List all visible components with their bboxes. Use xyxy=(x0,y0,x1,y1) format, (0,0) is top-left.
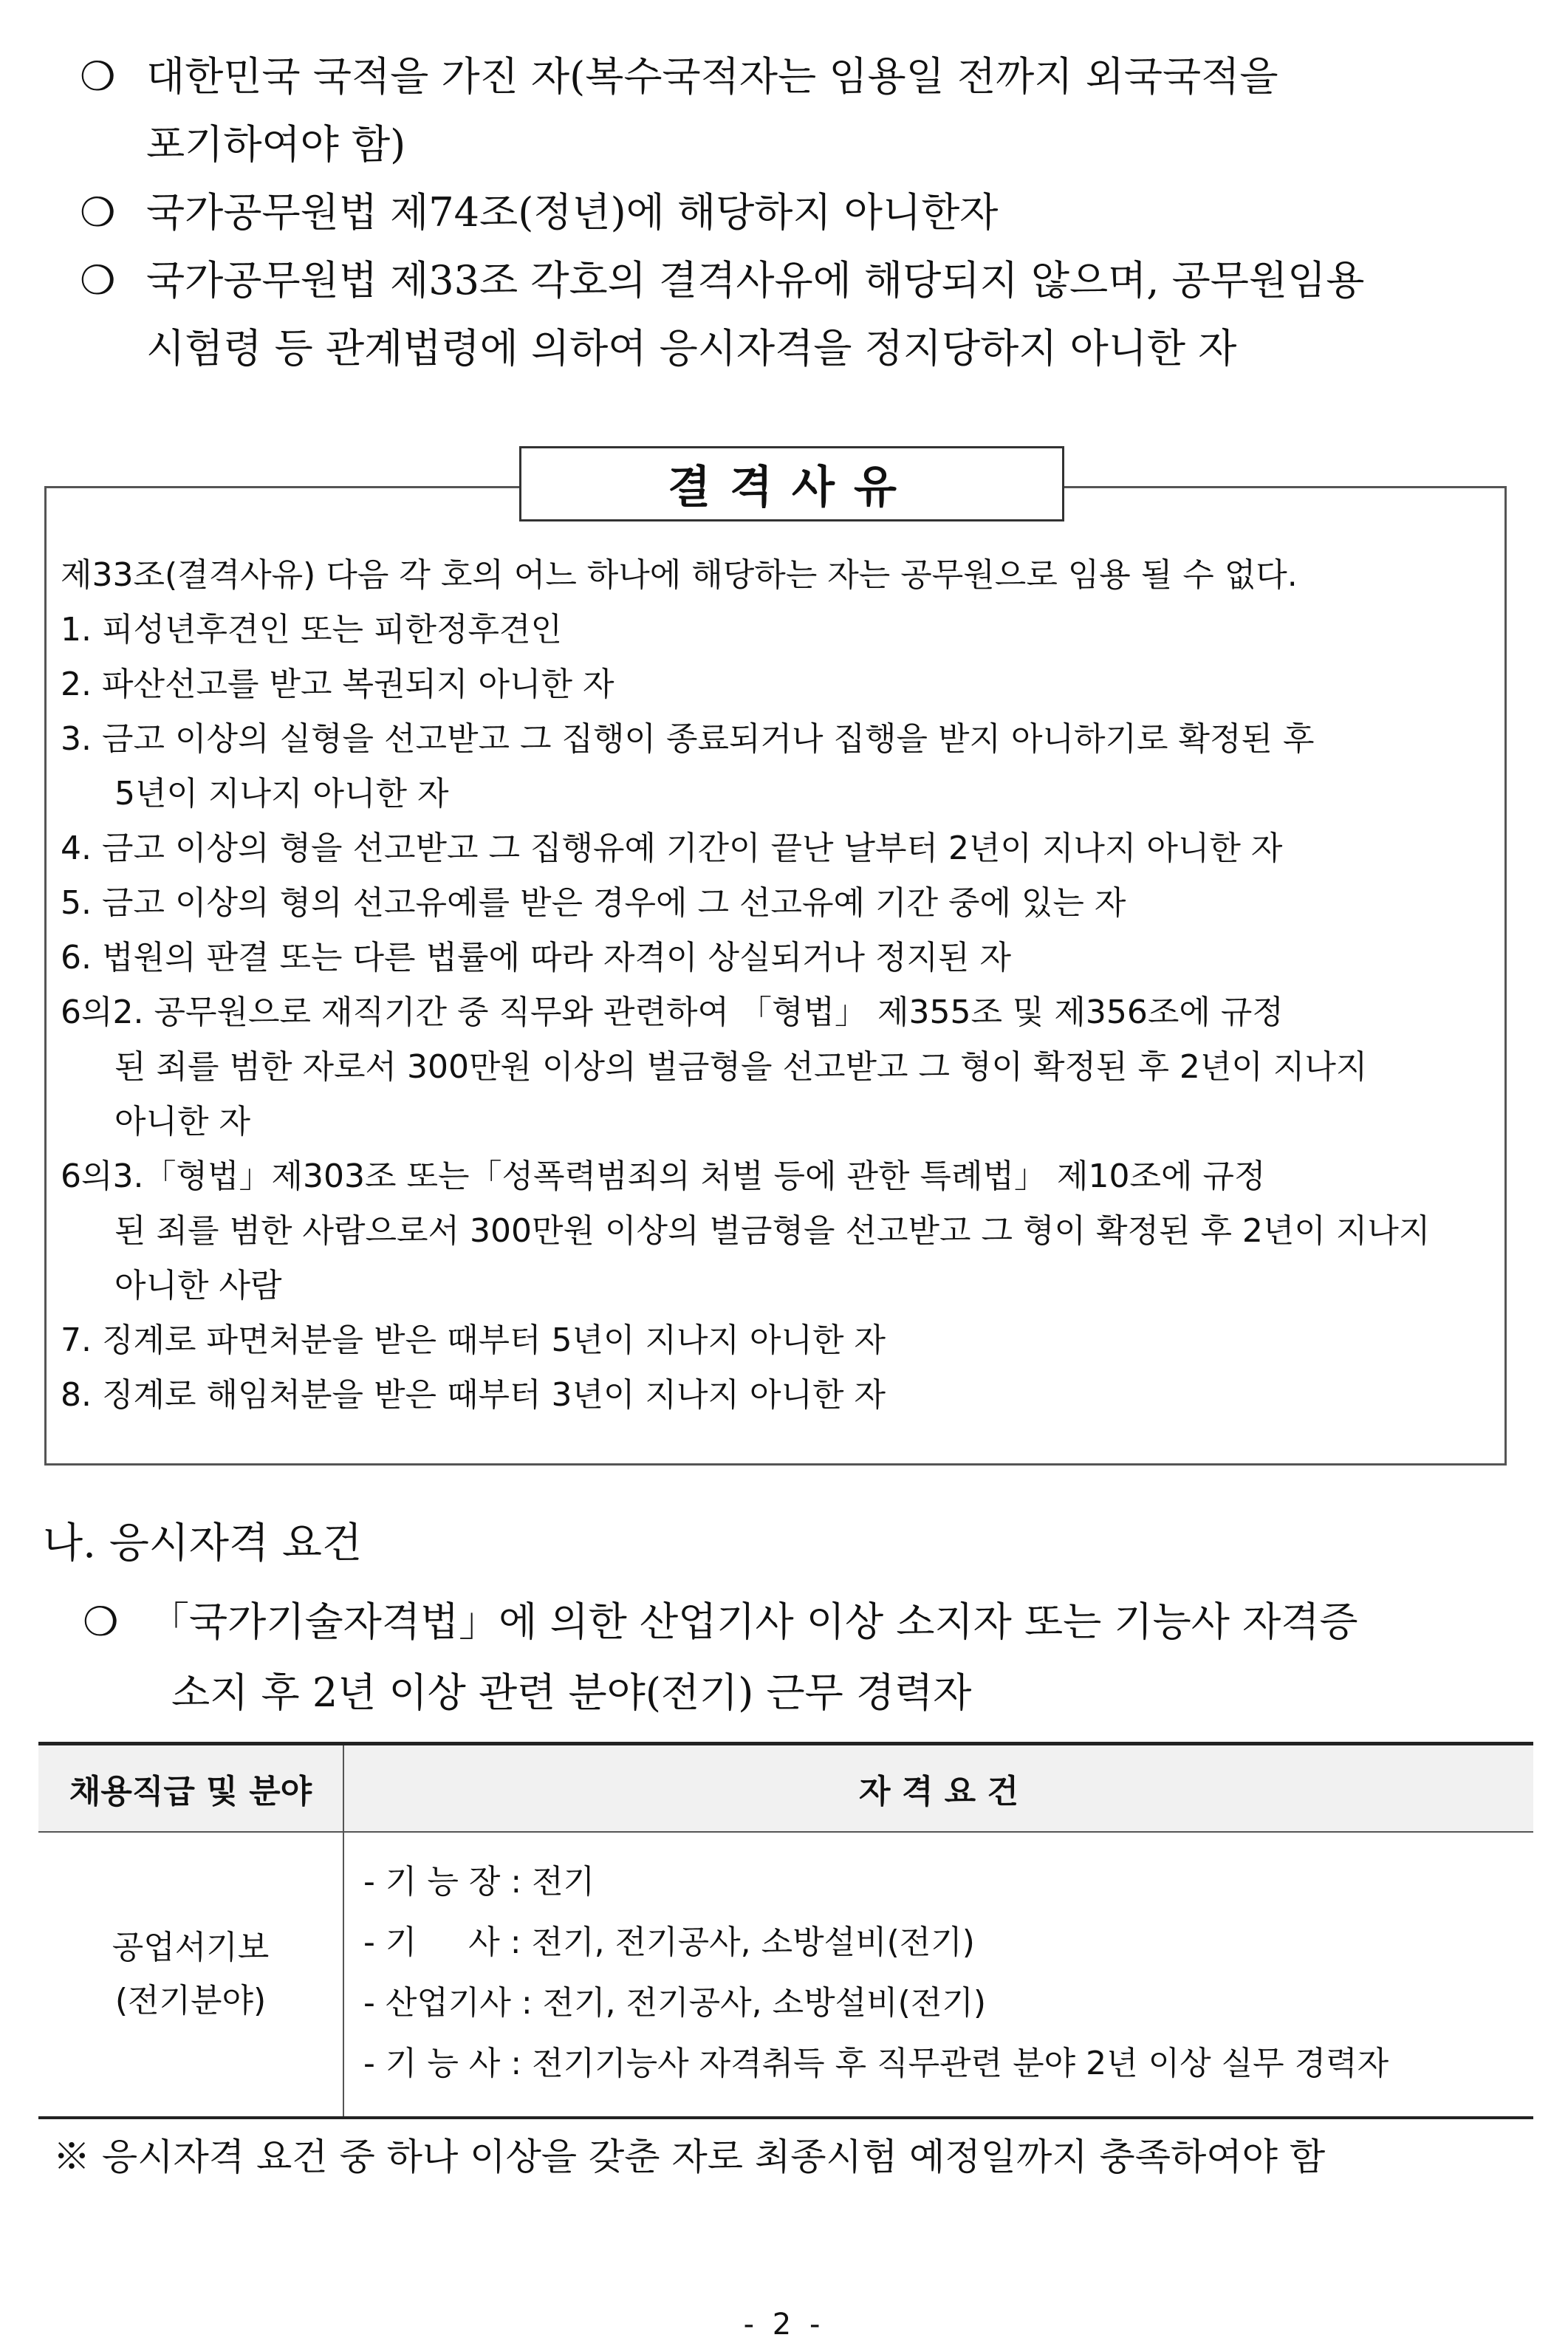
qualification-line: - 기 능 사 : 전기기능사 자격취득 후 직무관련 분야 2년 이상 실무 경력자 xyxy=(363,2045,1389,2082)
disqualification-line: 5년이 지나지 아니한 자 xyxy=(114,775,449,813)
disqualification-line: 된 죄를 범한 사람으로서 300만원 이상의 벌금형을 선고받고 그 형이 확정된 후 2년이 지나지 xyxy=(114,1212,1431,1250)
circle-bullet-icon: ❍ xyxy=(80,189,116,236)
disqualification-line: 6의2. 공무원으로 재직기간 중 직무와 관련하여 「형법」 제355조 및 제356조에 규정 xyxy=(61,994,1284,1031)
qualification-line: - 기 사 : 전기, 전기공사, 소방설비(전기) xyxy=(363,1923,975,1961)
eligibility-line: 시험령 등 관계법령에 의하여 응시자격을 정지당하지 아니한 자 xyxy=(146,325,1237,372)
disqualification-line: 8. 징계로 해임처분을 받은 때부터 3년이 지나지 아니한 자 xyxy=(61,1376,886,1414)
eligibility-item xyxy=(74,179,1521,247)
position-line: 공업서기보 xyxy=(112,1929,270,1966)
header-qualification: 자 격 요 건 xyxy=(343,1744,1533,1833)
disqualification-line: 6의3.「형법」제303조 또는「성폭력범죄의 처벌 등에 관한 특례법」 제10조에 규정 xyxy=(61,1157,1266,1195)
disqualification-line: 5. 금고 이상의 형의 선고유예를 받은 경우에 그 선고유예 기간 중에 있는 자 xyxy=(61,884,1126,922)
disqualification-line: 7. 징계로 파면처분을 받은 때부터 5년이 지나지 아니한 자 xyxy=(61,1321,886,1359)
disqualification-line: 4. 금고 이상의 형을 선고받고 그 집행유예 기간이 끝난 날부터 2년이 지나지 아니한 자 xyxy=(61,830,1283,867)
qualification-line: - 산업기사 : 전기, 전기공사, 소방설비(전기) xyxy=(363,1984,986,2022)
requirement-text: 「국가기술자격법」에 의한 산업기사 이상 소지자 또는 기능사 자격증 xyxy=(149,1598,1358,1645)
eligibility-line: 포기하여야 함) xyxy=(146,121,406,168)
eligibility-line: 국가공무원법 제33조 각호의 결격사유에 해당되지 않으며, 공무원임용 xyxy=(146,257,1365,304)
disqualification-line: 2. 파산선고를 받고 복권되지 아니한 자 xyxy=(61,666,614,703)
disqualification-line: 제33조(결격사유) 다음 각 호의 어느 하나에 해당하는 자는 공무원으로 임용 될 수 없다. xyxy=(61,556,1298,594)
table-row xyxy=(38,1832,1533,2118)
note-text: ※ 응시자격 요건 중 하나 이상을 갖춘 자로 최종시험 예정일까지 충족하여야 함 xyxy=(53,2135,1326,2178)
qualification-line: - 기 능 장 : 전기 xyxy=(363,1863,595,1901)
eligibility-line: 대한민국 국적을 가진 자(복수국적자는 임용일 전까지 외국국적을 xyxy=(146,53,1278,100)
table-header-row xyxy=(38,1744,1533,1833)
requirement-line: 소지 후 2년 이상 관련 분야(전기) 근무 경력자 xyxy=(171,1669,972,1716)
disqualification-box-body xyxy=(61,548,1501,1423)
requirement-paragraph xyxy=(83,1587,1530,1728)
disqualification-line: 3. 금고 이상의 실형을 선고받고 그 집행이 종료되거나 집행을 받지 아니하기로 확정된 후 xyxy=(61,720,1315,758)
disqualification-line: 된 죄를 범한 자로서 300만원 이상의 벌금형을 선고받고 그 형이 확정된 후 2년이 지나지 xyxy=(114,1048,1368,1086)
eligibility-item xyxy=(74,247,1521,383)
section-heading: 나. 응시자격 요건 xyxy=(43,1519,363,1567)
eligibility-list xyxy=(74,43,1521,383)
eligibility-line: 국가공무원법 제74조(정년)에 해당하지 아니한자 xyxy=(146,189,999,236)
circle-bullet-icon: ❍ xyxy=(80,257,116,304)
position-line: (전기분야) xyxy=(114,1982,267,2020)
circle-bullet-icon: ❍ xyxy=(80,53,116,100)
position-cell xyxy=(38,1832,343,2118)
page-number: - 2 - xyxy=(743,2308,825,2342)
qualification-cell xyxy=(343,1832,1533,2118)
header-position: 채용직급 및 분야 xyxy=(38,1744,343,1833)
qualification-table xyxy=(38,1742,1533,2119)
disqualification-line: 아니한 자 xyxy=(114,1103,251,1140)
disqualification-line: 6. 법원의 판결 또는 다른 법률에 따라 자격이 상실되거나 정지된 자 xyxy=(61,939,1011,977)
disqualification-box-title: 결격사유 xyxy=(519,446,1064,521)
eligibility-item xyxy=(74,43,1521,179)
requirement-line xyxy=(83,1587,1530,1658)
disqualification-line: 1. 피성년후견인 또는 피한정후견인 xyxy=(61,611,562,649)
circle-bullet-icon: ❍ xyxy=(83,1598,119,1645)
disqualification-line: 아니한 사람 xyxy=(114,1267,282,1304)
